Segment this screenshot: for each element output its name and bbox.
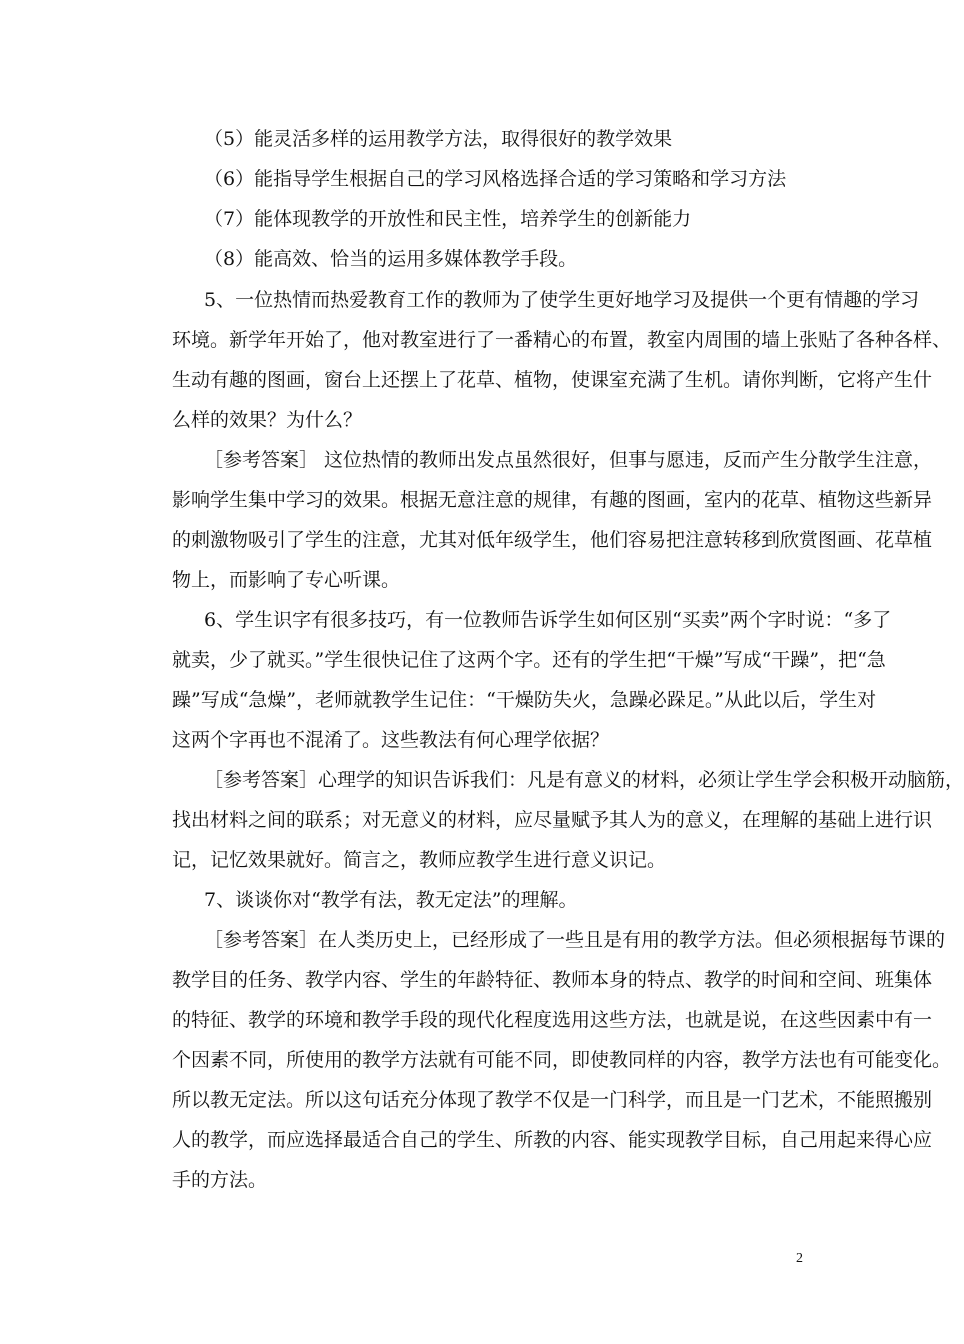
text-line: 7、谈谈你对“教学有法，教无定法”的理解。 bbox=[204, 889, 578, 911]
text-line: 躁”写成“急燥”，老师就教学生记住：“干燥防失火，急躁必跺足。”从此以后，学生对 bbox=[172, 689, 877, 711]
text-line: （5）能灵活多样的运用教学方法，取得很好的教学效果 bbox=[204, 128, 673, 150]
page-number: 2 bbox=[796, 1251, 803, 1266]
text-line: 个因素不同，所使用的教学方法就有可能不同，即使教同样的内容，教学方法也有可能变化。 bbox=[172, 1049, 952, 1071]
text-line: 手的方法。 bbox=[172, 1169, 268, 1191]
text-line: 人的教学，而应选择最适合自己的学生、所教的内容、能实现教学目标，自己用起来得心应 bbox=[172, 1129, 933, 1151]
text-line: 找出材料之间的联系；对无意义的材料，应尽量赋予其人为的意义，在理解的基础上进行识 bbox=[172, 809, 933, 831]
text-line: 物上，而影响了专心听课。 bbox=[172, 569, 401, 591]
text-line: 的刺激物吸引了学生的注意，尤其对低年级学生，他们容易把注意转移到欣赏图画、花草植 bbox=[172, 529, 933, 551]
text-line: （8）能高效、恰当的运用多媒体教学手段。 bbox=[204, 248, 578, 270]
text-line: 5、一位热情而热爱教育工作的教师为了使学生更好地学习及提供一个更有情趣的学习 bbox=[204, 289, 920, 311]
text-line: 么样的效果？为什么？ bbox=[172, 409, 363, 431]
text-line: 影响学生集中学习的效果。根据无意注意的规律，有趣的图画，室内的花草、植物这些新异 bbox=[172, 489, 933, 511]
text-line: 生动有趣的图画，窗台上还摆上了花草、植物，使课室充满了生机。请你判断，它将产生什 bbox=[172, 369, 933, 391]
text-line: ［参考答案］在人类历史上，已经形成了一些且是有用的教学方法。但必须根据每节课的 bbox=[204, 929, 946, 951]
text-line: 教学目的任务、教学内容、学生的年龄特征、教师本身的特点、教学的时间和空间、班集体 bbox=[172, 969, 933, 991]
text-line: 6、学生识字有很多技巧，有一位教师告诉学生如何区别“买卖”两个字时说：“多了 bbox=[204, 609, 892, 631]
text-line: 所以教无定法。所以这句话充分体现了教学不仅是一门科学，而且是一门艺术，不能照搬别 bbox=[172, 1089, 933, 1111]
text-line: ［参考答案］心理学的知识告诉我们：凡是有意义的材料，必须让学生学会积极开动脑筋， bbox=[204, 769, 964, 791]
text-line: （6）能指导学生根据自己的学习风格选择合适的学习策略和学习方法 bbox=[204, 168, 787, 190]
text-line: （7）能体现教学的开放性和民主性，培养学生的创新能力 bbox=[204, 208, 692, 230]
text-line: ［参考答案］ 这位热情的教师出发点虽然很好，但事与愿违，反而产生分散学生注意， bbox=[204, 449, 933, 471]
text-line: 环境。新学年开始了，他对教室进行了一番精心的布置，教室内周围的墙上张贴了各种各样、 bbox=[172, 329, 952, 351]
text-line: 的特征、教学的环境和教学手段的现代化程度选用这些方法，也就是说，在这些因素中有一 bbox=[172, 1009, 933, 1031]
text-line: 记，记忆效果就好。简言之，教师应教学生进行意义识记。 bbox=[172, 849, 667, 871]
text-line: 这两个字再也不混淆了。这些教法有何心理学依据？ bbox=[172, 729, 610, 751]
text-line: 就卖，少了就买。”学生很快记住了这两个字。还有的学生把“干燥”写成“干躁”，把“急 bbox=[172, 649, 886, 671]
